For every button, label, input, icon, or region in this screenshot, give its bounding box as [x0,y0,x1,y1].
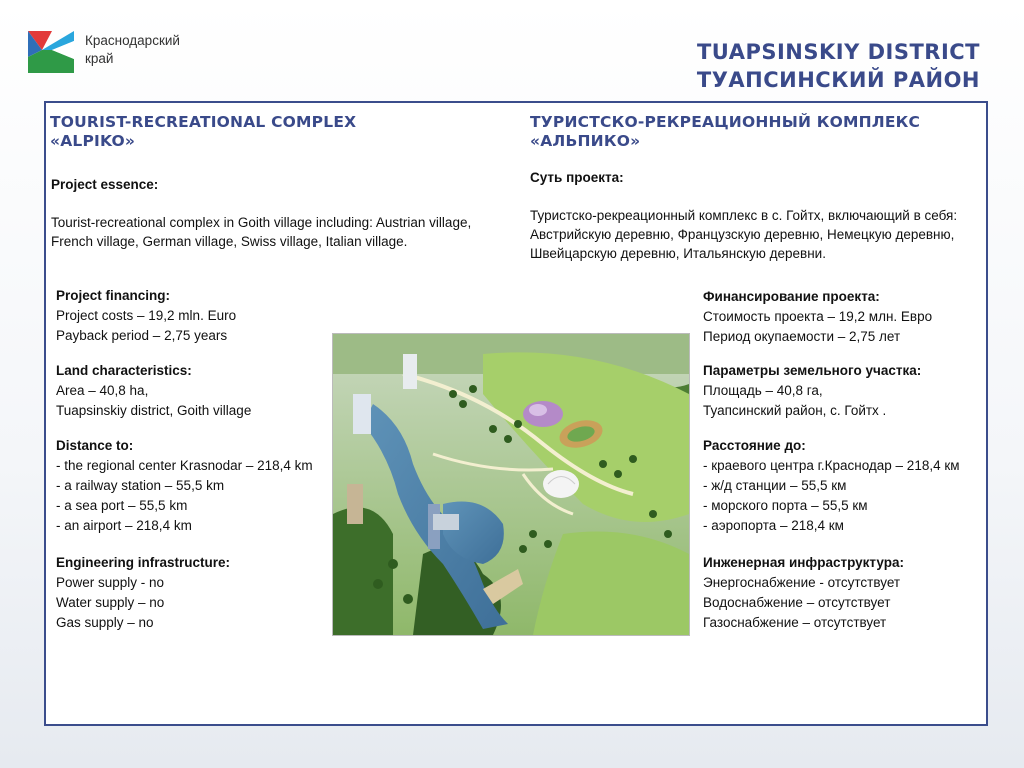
distance-section-en [56,436,336,536]
section-line: - an airport – 218,4 km [56,518,192,533]
section-line: Gas supply – no [56,615,154,630]
section-heading: Distance to: [56,438,134,453]
infrastructure-section-ru [703,553,983,633]
land-section-ru [703,361,983,421]
section-line: Период окупаемости – 2,75 лет [703,329,901,344]
essence-text-ru: Туристско-рекреационный комплекс в с. Гойтх, включающий в себя: Австрийскую деревню, Французскую деревню, Немецкую деревню, Швейцарскую деревню, Итальянскую деревни. [530,208,958,261]
section-line: - the regional center Krasnodar – 218,4 km [56,458,313,473]
krasnodar-krai-logo [28,27,74,73]
essence-label-ru: Суть проекта: [530,170,624,185]
section-heading: Инженерная инфраструктура: [703,555,904,570]
section-line: - ж/д станции – 55,5 км [703,478,847,493]
section-line: Газоснабжение – отсутствует [703,615,887,630]
section-line: Power supply - no [56,575,165,590]
logo-text: Краснодарский край [85,33,180,66]
section-line: - морского порта – 55,5 км [703,498,868,513]
section-line: Project costs – 19,2 mln. Euro [56,308,237,323]
section-line: Payback period – 2,75 years [56,328,228,343]
section-line: Туапсинский район, с. Гойтх . [703,403,887,418]
section-heading: Финансирование проекта: [703,289,880,304]
district-title-ru: ТУАПСИНСКИЙ РАЙОН [696,68,980,92]
section-line: Water supply – no [56,595,165,610]
essence-text-en: Tourist-recreational complex in Goith village including: Austrian village, French village, German village, Swiss village, Italian village. [51,215,472,249]
section-line: Водоснабжение – отсутствует [703,595,891,610]
section-line: - a sea port – 55,5 km [56,498,188,513]
project-title-ru: ТУРИСТСКО-РЕКРЕАЦИОННЫЙ КОМПЛЕКС «АЛЬПИКО» [530,113,921,150]
essence-label-en: Project essence: [51,177,159,192]
land-section-en [56,361,336,421]
project-title-en: TOURIST-RECREATIONAL COMPLEX «ALPIKO» [50,113,357,150]
section-line: Area – 40,8 ha, [56,383,149,398]
district-title-en: TUAPSINSKIY DISTRICT [696,40,980,64]
section-heading: Параметры земельного участка: [703,363,922,378]
section-line: Энергоснабжение - отсутствует [703,575,901,590]
section-heading: Расстояние до: [703,438,806,453]
section-line: - аэропорта – 218,4 км [703,518,844,533]
infrastructure-section-en [56,553,336,633]
section-line: - a railway station – 55,5 km [56,478,225,493]
financing-section-ru [703,287,983,347]
section-heading: Land characteristics: [56,363,192,378]
section-heading: Engineering infrastructure: [56,555,231,570]
project-essence-ru [530,168,970,263]
section-heading: Project financing: [56,288,171,303]
distance-section-ru [703,436,983,536]
section-line: Tuapsinskiy district, Goith village [56,403,252,418]
section-line: Площадь – 40,8 га, [703,383,823,398]
section-line: Стоимость проекта – 19,2 млн. Евро [703,309,933,324]
district-title [697,38,980,94]
financing-section-en [56,286,336,346]
project-essence-en [51,175,501,251]
section-line: - краевого центра г.Краснодар – 218,4 км [703,458,960,473]
complex-aerial-render [332,333,690,636]
